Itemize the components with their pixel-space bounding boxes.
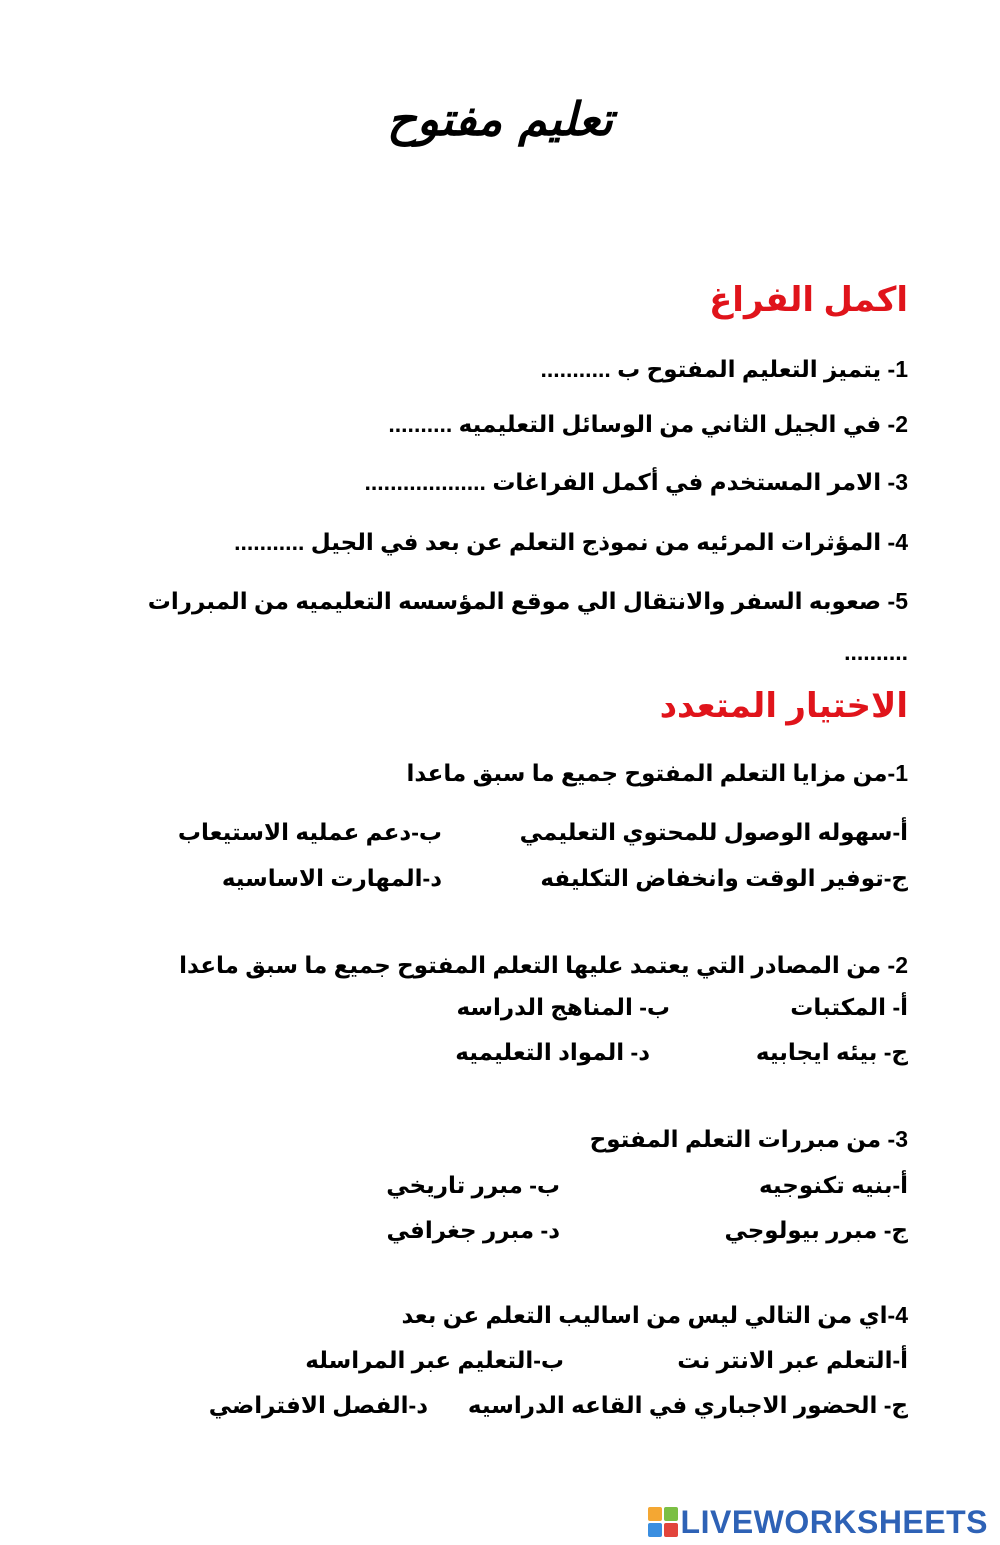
mcq-1-option-d: د-المهارت الاساسيه xyxy=(221,865,442,891)
fill-blanks-heading: اكمل الفراغ xyxy=(709,281,908,319)
mcq-4-question: 4-اي من التالي ليس من اساليب التعلم عن بعد xyxy=(401,1302,908,1328)
liveworksheets-logo-icon xyxy=(648,1507,678,1537)
liveworksheets-brand xyxy=(648,1500,988,1544)
fill-blank-item-3: 3- الامر المستخدم في أكمل الفراغات ................... xyxy=(364,469,908,495)
mcq-3-option-a: أ-بنيه تكنوجيه xyxy=(758,1172,908,1198)
mcq-2-question: 2- من المصادر التي يعتمد عليها التعلم المفتوح جميع ما سبق ماعدا xyxy=(179,952,908,978)
mcq-3-option-d: د- مبرر جغرافي xyxy=(386,1217,560,1243)
mcq-3-option-b: ب- مبرر تاريخي xyxy=(386,1172,560,1198)
worksheet-title: تعليم مفتوح xyxy=(387,92,613,146)
mcq-1-option-b: ب-دعم عمليه الاستيعاب xyxy=(177,819,442,845)
fill-blank-item-1: 1- يتميز التعليم المفتوح ب ........... xyxy=(540,356,908,382)
mcq-2-option-a: أ- المكتبات xyxy=(790,994,908,1020)
fill-blank-item-5: 5- صعوبه السفر والانتقال الي موقع المؤسسه التعليميه من المبررات xyxy=(147,588,908,614)
mcq-4-option-a: أ-التعلم عبر الانتر نت xyxy=(677,1347,908,1373)
mcq-4-option-d: د-الفصل الافتراضي xyxy=(208,1392,428,1418)
mcq-2-option-d: د- المواد التعليميه xyxy=(455,1039,650,1065)
mcq-4-option-b: ب-التعليم عبر المراسله xyxy=(305,1347,564,1373)
fill-blank-item-2: 2- في الجيل الثاني من الوسائل التعليميه .......... xyxy=(388,411,908,437)
fill-blank-item-5-blank: .......... xyxy=(844,639,908,665)
mcq-2-option-c: ج- بيئه ايجابيه xyxy=(755,1039,908,1065)
mcq-3-question: 3- من مبررات التعلم المفتوح xyxy=(589,1126,908,1152)
mcq-3-option-c: ج- مبرر بيولوجي xyxy=(724,1217,908,1243)
mcq-4-option-c: ج- الحضور الاجباري في القاعه الدراسيه xyxy=(467,1392,908,1418)
fill-blank-item-4: 4- المؤثرات المرئيه من نموذج التعلم عن بعد في الجيل ........... xyxy=(234,529,908,555)
brand-name: LIVEWORKSHEETS xyxy=(680,1503,988,1540)
multiple-choice-heading: الاختيار المتعدد xyxy=(659,687,908,725)
mcq-1-question: 1-من مزايا التعلم المفتوح جميع ما سبق ماعدا xyxy=(406,760,908,786)
mcq-2-option-b: ب- المناهج الدراسه xyxy=(456,994,670,1020)
mcq-1-option-a: أ-سهوله الوصول للمحتوي التعليمي xyxy=(519,819,908,845)
mcq-1-option-c: ج-توفير الوقت وانخفاض التكليفه xyxy=(540,865,908,891)
